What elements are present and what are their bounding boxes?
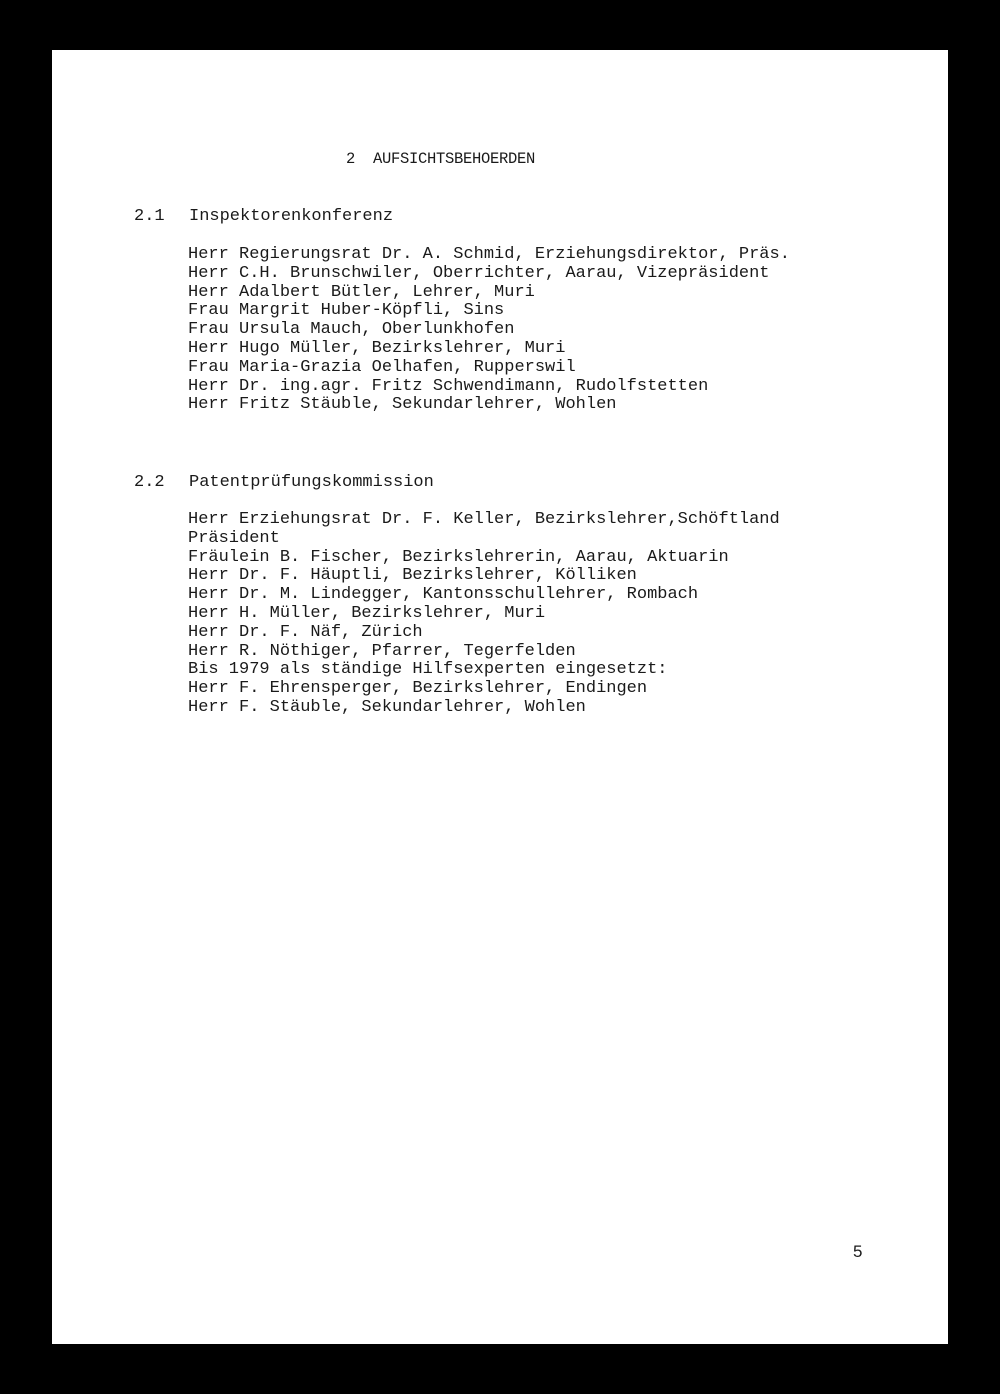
member-entry: Präsident — [188, 528, 280, 548]
member-entry: Herr Dr. F. Häuptli, Bezirkslehrer, Kölliken — [188, 566, 637, 586]
member-entry: Herr F. Ehrensperger, Bezirkslehrer, Endingen — [188, 679, 648, 699]
member-entry: Herr Dr. F. Näf, Zürich — [188, 622, 423, 642]
member-entry: Fräulein B. Fischer, Bezirkslehrerin, Aarau, Aktuarin — [188, 547, 729, 567]
member-entry: Herr Regierungsrat Dr. A. Schmid, Erziehungsdirektor, Präs. — [188, 245, 790, 264]
section-number: 2.1 — [134, 207, 165, 226]
member-entry: Herr Dr. ing.agr. Fritz Schwendimann, Rudolfstetten — [188, 376, 709, 396]
member-entry: Herr Hugo Müller, Bezirkslehrer, Muri — [188, 338, 566, 358]
section-number: 2.2 — [134, 473, 165, 492]
member-entry: Herr H. Müller, Bezirkslehrer, Muri — [188, 603, 546, 623]
member-list — [188, 246, 790, 415]
member-entry: Frau Maria-Grazia Oelhafen, Rupperswil — [188, 357, 576, 377]
member-entry: Herr Fritz Stäuble, Sekundarlehrer, Wohlen — [188, 395, 617, 415]
page-number: 5 — [853, 1242, 863, 1261]
chapter-heading: 2 AUFSICHTSBEHOERDEN — [346, 150, 536, 168]
member-entry: Frau Ursula Mauch, Oberlunkhofen — [188, 320, 515, 340]
member-entry: Herr Dr. M. Lindegger, Kantonsschullehrer, Rombach — [188, 585, 699, 605]
member-entry: Bis 1979 als ständige Hilfsexperten eingesetzt: — [188, 660, 668, 680]
member-entry: Frau Margrit Huber-Köpfli, Sins — [188, 301, 505, 321]
member-entry: Herr C.H. Brunschwiler, Oberrichter, Aarau, Vizepräsident — [188, 263, 770, 283]
member-list — [188, 511, 780, 718]
document-page — [52, 50, 948, 1344]
member-entry: Herr Adalbert Bütler, Lehrer, Muri — [188, 282, 535, 302]
section-title: Patentprüfungskommission — [189, 473, 434, 492]
member-entry: Herr Erziehungsrat Dr. F. Keller, Bezirkslehrer,Schöftland — [188, 510, 780, 529]
member-entry: Herr R. Nöthiger, Pfarrer, Tegerfelden — [188, 641, 576, 661]
member-entry: Herr F. Stäuble, Sekundarlehrer, Wohlen — [188, 697, 586, 717]
section-title: Inspektorenkonferenz — [189, 207, 394, 226]
